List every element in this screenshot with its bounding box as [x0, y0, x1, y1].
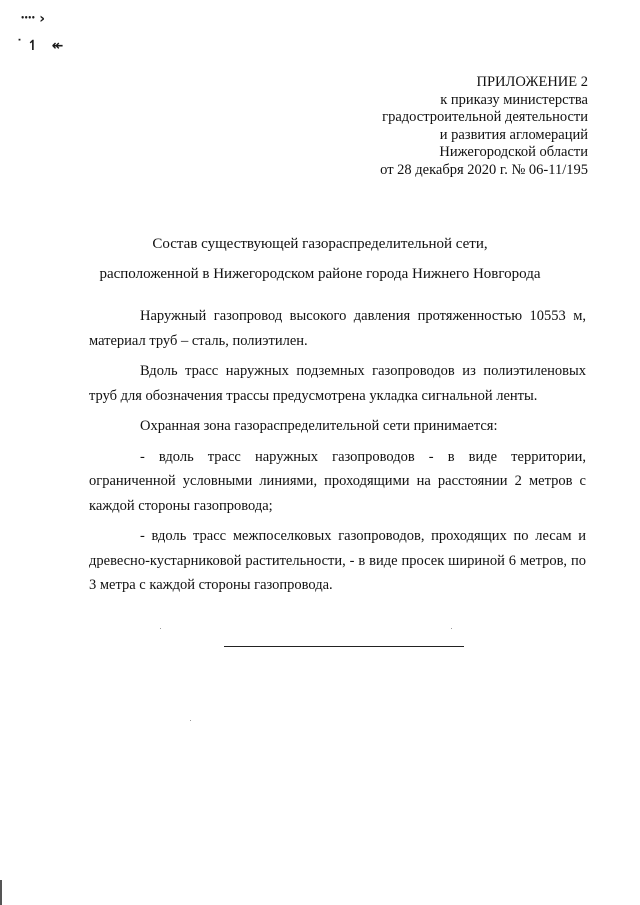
scan-speck: [451, 628, 452, 629]
scan-artifact-mark: ᠁ ›: [18, 11, 45, 27]
scan-edge: [0, 880, 2, 905]
title-line: расположенной в Нижегородском районе города Нижнего Новгорода: [99, 266, 541, 282]
document-body: [89, 304, 586, 604]
scan-speck: [190, 720, 191, 721]
appendix-line: градостроительной деятельности: [382, 109, 588, 126]
appendix-line: к приказу министерства: [440, 91, 588, 108]
body-paragraph: Вдоль трасс наружных подземных газопроводов из полиэтиленовых труб для обозначения трассы предусмотрена укладка сигнальной ленты.: [89, 363, 586, 404]
appendix-line: Нижегородской области: [439, 144, 588, 161]
body-paragraph: Наружный газопровод высокого давления протяженностью 10553 м, материал труб – сталь, полиэтилен.: [89, 308, 586, 349]
list-item: - вдоль трасс наружных газопроводов - в виде территории, ограниченной условными линиями, проходящими на расстоянии 2 метров с каждой стороны газопровода;: [89, 448, 586, 514]
scan-artifact-mark: ˙↿ ↞: [16, 38, 68, 54]
scan-speck: [160, 628, 161, 629]
document-title: [0, 229, 640, 289]
appendix-line: от 28 декабря 2020 г. № 06-11/195: [380, 161, 588, 178]
closing-divider: [224, 646, 464, 647]
list-item: - вдоль трасс межпоселковых газопроводов, проходящих по лесам и древесно-кустарниковой растительности, - в виде просек шириной 6 метров, по 3 метра с каждой стороны газопровода.: [89, 528, 586, 593]
body-paragraph: Охранная зона газораспределительной сети принимается:: [140, 418, 498, 434]
appendix-title: ПРИЛОЖЕНИЕ 2: [476, 74, 588, 90]
appendix-header: [380, 74, 588, 180]
appendix-line: и развития агломераций: [439, 126, 588, 143]
title-line: Состав существующей газораспределительной сети,: [152, 236, 488, 252]
